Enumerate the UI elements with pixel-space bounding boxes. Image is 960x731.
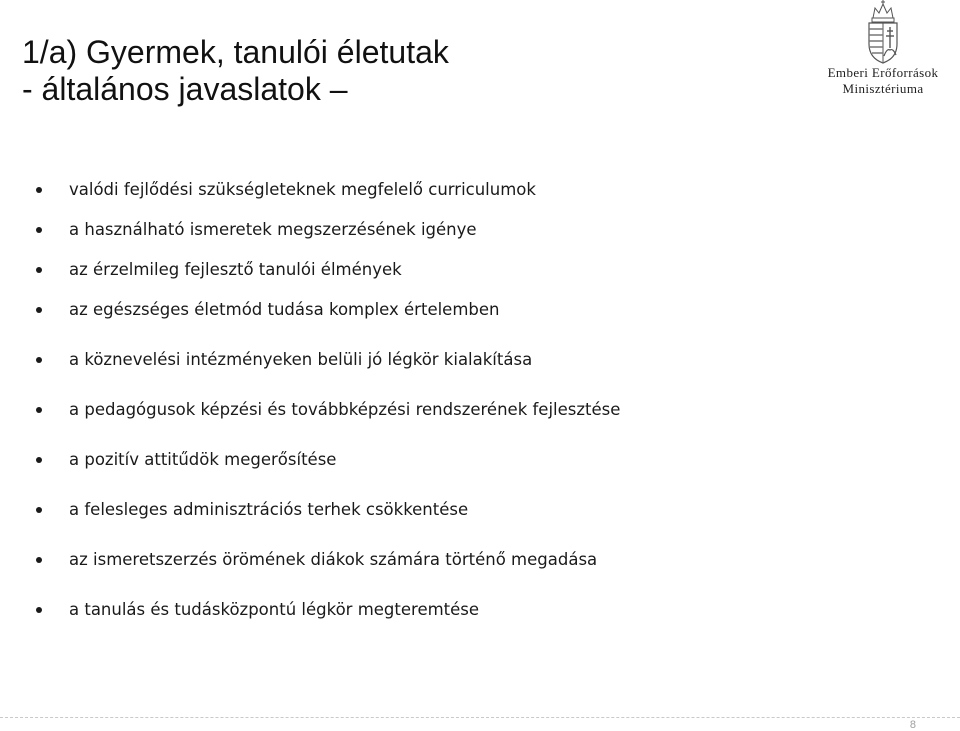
slide-title-line-2: - általános javaslatok – (22, 71, 348, 107)
bullet-dot (36, 557, 42, 563)
bullet-dot (36, 267, 42, 273)
ministry-logo (808, 0, 958, 100)
page-number: 8 (909, 719, 916, 731)
footer-divider (0, 717, 960, 719)
list-item (36, 448, 620, 498)
list-item (36, 398, 620, 448)
slide-title-line-1: 1/a) Gyermek, tanulói életutak (22, 34, 449, 70)
bullet-dot (36, 227, 42, 233)
list-item-text: a pedagógusok képzési és továbbképzési rendszerének fejlesztése (69, 400, 621, 419)
logo-text-line-1: Emberi Erőforrások (827, 65, 939, 80)
list-item (36, 178, 620, 218)
list-item (36, 598, 620, 648)
bullet-dot (36, 407, 42, 413)
bullet-dot (36, 507, 42, 513)
list-item-text: a tanulás és tudásközpontú légkör megteremtése (69, 600, 480, 619)
logo-text-line-2: Minisztériuma (842, 81, 924, 96)
list-item (36, 548, 620, 598)
list-item-text: a köznevelési intézményeken belüli jó légkör kialakítása (69, 350, 533, 369)
bullet-dot (36, 357, 42, 363)
list-item (36, 348, 620, 398)
list-item (36, 298, 620, 348)
slide-title (22, 34, 449, 108)
hungarian-coat-of-arms-icon (861, 0, 905, 66)
list-item-text: valódi fejlődési szükségleteknek megfelelő curriculumok (69, 180, 536, 199)
list-item-text: az ismeretszerzés örömének diákok számára történő megadása (69, 550, 598, 569)
list-item (36, 258, 620, 298)
bullet-dot (36, 307, 42, 313)
list-item-text: az érzelmileg fejlesztő tanulói élmények (69, 260, 402, 279)
list-item-text: a pozitív attitűdök megerősítése (69, 450, 337, 469)
bullet-dot (36, 187, 42, 193)
list-item-text: a felesleges adminisztrációs terhek csökkentése (69, 500, 469, 519)
bullet-dot (36, 457, 42, 463)
bullet-list (36, 178, 620, 648)
list-item (36, 218, 620, 258)
bullet-dot (36, 607, 42, 613)
list-item-text: a használható ismeretek megszerzésének igénye (69, 220, 477, 239)
list-item (36, 498, 620, 548)
list-item-text: az egészséges életmód tudása komplex értelemben (69, 300, 500, 319)
